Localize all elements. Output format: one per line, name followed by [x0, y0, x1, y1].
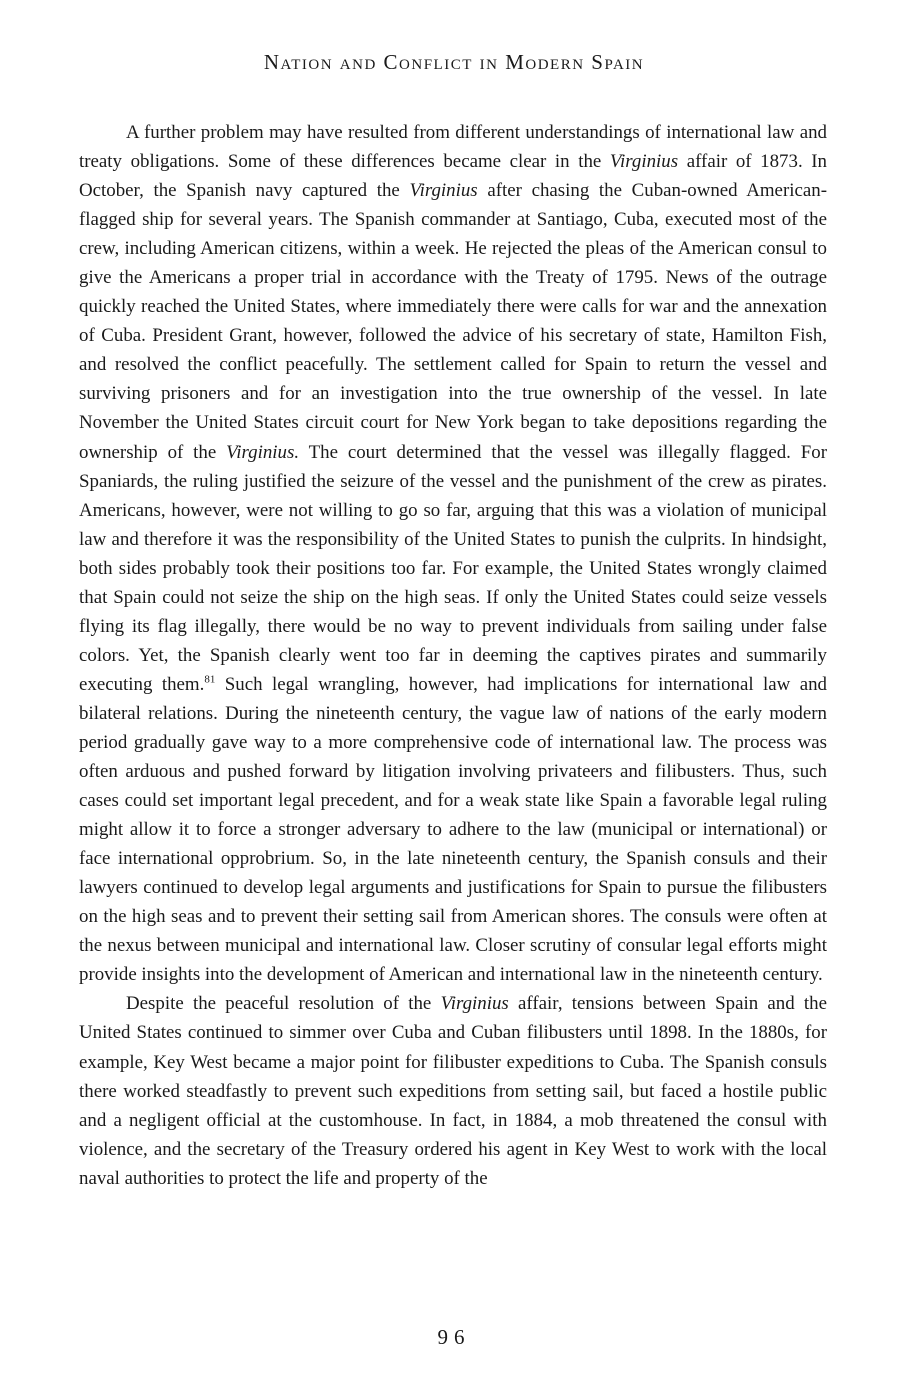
ship-name-italic: Virginius [440, 993, 509, 1015]
running-head: Nation and Conflict in Modern Spain [263, 50, 645, 74]
paragraph-1: A further problem may have resulted from different understandings of international law and treaty obligations. Some of these differences became clear in the Virginius affair of 1873. In October, the Spanish navy captured the Virginius after chasing the Cuban-owned American-flagged ship for several years. The Spanish commander at Santiago, Cuba, executed most of the crew, including American citizens, within a week. He rejected the pleas of the American consul to give the Americans a proper trial in accordance with the Treaty of 1795. News of the outrage quickly reached the United States, where immediately there were calls for war and the annexation of Cuba. President Grant, however, followed the advice of his secretary of state, Hamilton Fish, and resolved the conflict peacefully. The settlement called for Spain to return the vessel and surviving prisoners and for an investigation into the true ownership of the vessel. In late November the United States circuit court for New York began to take depositions regarding the ownership of the Virginius. The court determined that the vessel was illegally flagged. For Spaniards, the ruling justified the seizure of the vessel and the punishment of the crew as pirates. Americans, however, were not willing to go so far, arguing that this was a violation of municipal law and therefore it was the responsibility of the United States to punish the culprits. In hindsight, both sides probably took their positions too far. For example, the United States wrongly claimed that Spain could not seize the ship on the high seas. If only the United States could seize vessels flying its flag illegally, there would be no way to prevent individuals from sailing under false colors. Yet, the Spanish clearly went too far in deeming the captives pirates and summarily executing them.$^{81}$ Such legal wrangling, however, had implications for international law and bilateral relations. During the nineteenth century, the vague law of nations of the early modern period gradually gave way to a more comprehensive code of international law. The process was often arduous and pushed forward by litigation involving privateers and filibusters. Thus, such cases could set important legal precedent, and for a weak state like Spain a favorable legal ruling might allow it to force a stronger adversary to adhere to the law (municipal or international) or face international opprobrium. So, in the late nineteenth century, the Spanish consuls and their lawyers continued to develop legal arguments and justifications for Spain to pursue the filibusters on the high seas and to prevent their setting sail from American shores. The consuls were often at the nexus between municipal and international law. Closer scrutiny of consular legal efforts might provide insights into the development of American and international law in the nineteenth century. [79, 122, 828, 986]
body-text [79, 118, 827, 1193]
paragraph-2: Despite the peaceful resolution of the Virginius affair, tensions between Spain and the United States continued to simmer over Cuba and Cuban filibusters until 1898. In the 1880s, for example, Key West became a major point for filibuster expeditions to Cuba. The Spanish consuls there worked steadfastly to prevent such expeditions from setting sail, but faced a hostile public and a negligent official at the customhouse. In fact, in 1884, a mob threatened the consul with violence, and the secretary of the Treasury ordered his agent in Key West to work with the local naval authorities to protect the life and property of the [79, 993, 827, 1189]
ship-name-italic: Virginius [409, 180, 478, 202]
ship-name-italic: Virginius [609, 151, 679, 173]
page-number: 96 [437, 1325, 471, 1349]
ship-name-italic: Virginius. [226, 441, 300, 463]
footnote-reference: 81 [204, 673, 216, 686]
